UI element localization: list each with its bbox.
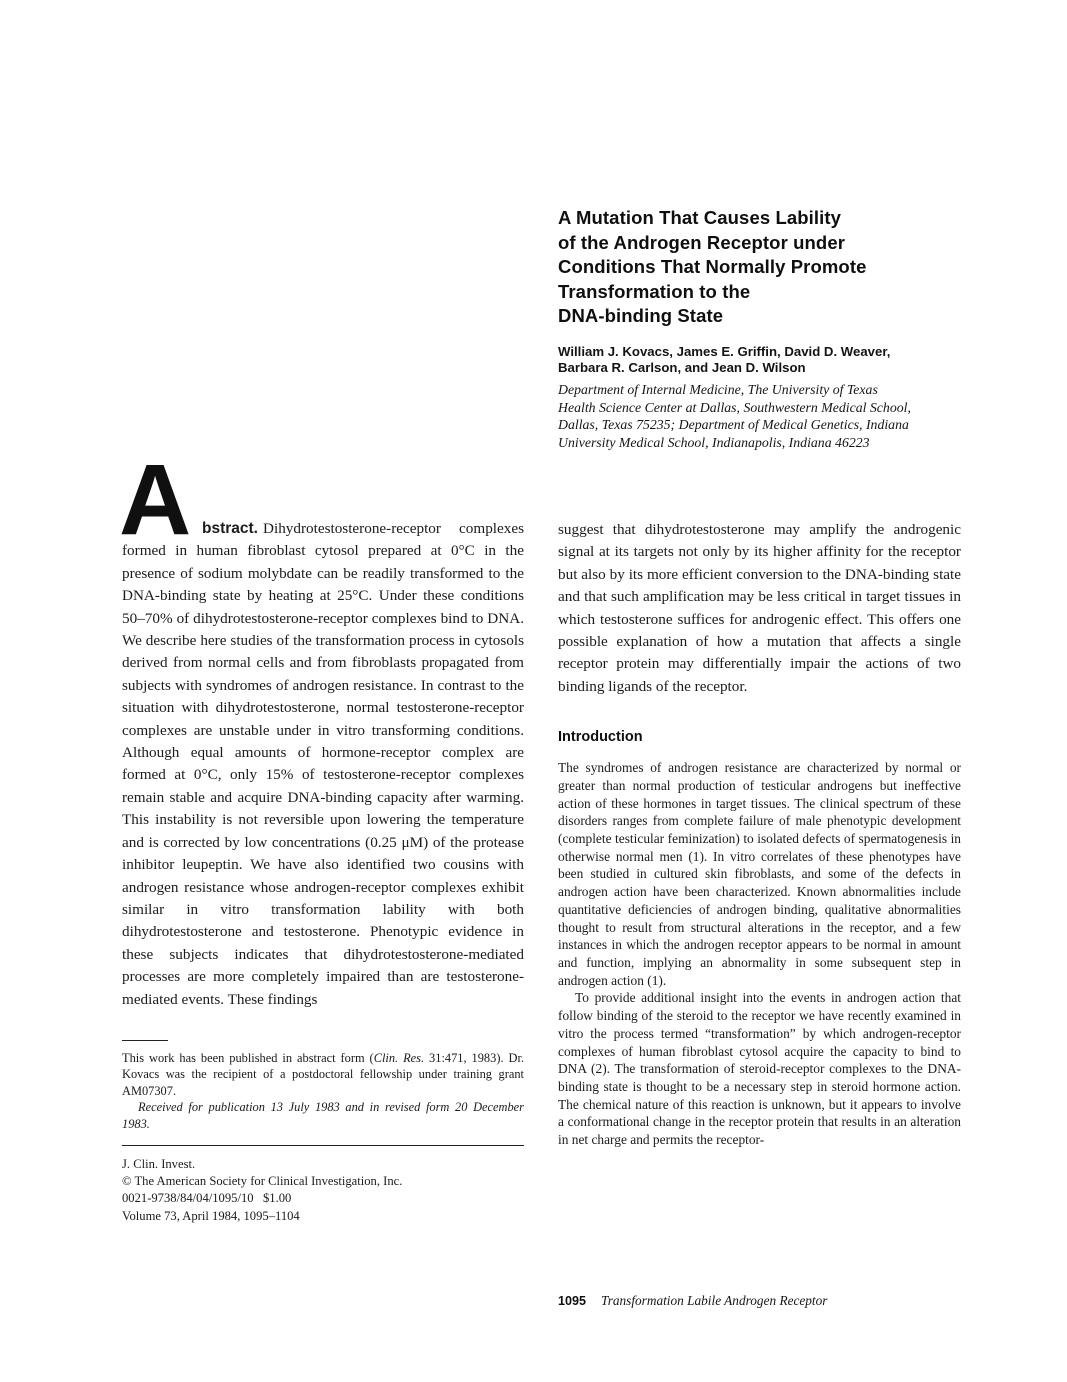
affiliation-line: University Medical School, Indianapolis, Indiana 46223 [558,434,870,450]
introduction-paragraph: To provide additional insight into the events in androgen action that follow binding of the steroid to the receptor we have recently examined in vitro the process termed “transformation” by which androgen-receptor complexes of human fibroblast cytosol acquire the capacity to bind to DNA (2). The transformation of steroid-receptor complexes to the DNA-binding state is thought to be a necessary step in steroid hormone action. The chemical nature of this reaction is unknown, but it appears to involve a conformational change in the receptor protein that results in an alteration in net charge and permits the receptor- [558,990,961,1148]
article-title-line: Transformation to the [558,280,751,302]
authors-line: Barbara R. Carlson, and Jean D. Wilson [558,360,806,376]
affiliation-line: Health Science Center at Dallas, Southwestern Medical School, [558,399,911,415]
journal-name: J. Clin. Invest. [122,1157,196,1172]
authors [558,344,978,378]
affiliation [558,381,978,451]
abstract-body-text: Dihydrotestosterone-receptor complexes formed in human fibroblast cytosol prepared at 0°C in the presence of sodium molybdate can be readily transformed to the DNA-binding state by heating at 25°C. Under these conditions 50–70% of dihydrotestosterone-receptor complexes bind to DNA. We describe here studies of the transformation process in cytosols derived from normal cells and from fibroblasts propagated from subjects with syndromes of androgen resistance. In contrast to the situation with dihydrotestosterone, normal testosterone-receptor complexes are unstable under in vitro transforming conditions. Although equal amounts of hormone-receptor complex are formed at 0°C, only 15% of testosterone-receptor complexes remain stable and acquire DNA-binding capacity after warming. This instability is not reversible upon lowering the temperature and is corrected by low concentrations (0.25 μM) of the protease inhibitor leupeptin. We have also identified two cousins with androgen resistance whose androgen-receptor complexes exhibit similar in vitro transformation lability with both dihydrotestosterone and testosterone. Phenotypic evidence in these subjects indicates that dihydrotestosterone-mediated processes are more completely impaired than are testosterone-mediated events. These findings [122,520,524,1008]
footnote-text [122,1050,524,1099]
journal-credit-block [122,1156,524,1225]
introduction-paragraph: The syndromes of androgen resistance are characterized by normal or greater than normal production of testicular androgens but ineffective action of these hormones in target tissues. The clinical spectrum of these disorders ranges from complete failure of male phenotypic development (complete testicular feminization) to isolated defects of spermatogenesis in otherwise normal men (1). In vitro correlates of these phenotypes have been studied in cultured skin fibroblasts, and some of the defects in androgen action have been characterized. Known abnormalities include quantitative deficiencies of androgen binding, qualitative abnormalities thought to result from structural alterations in the receptor, and a few instances in which the androgen receptor appears to be normal in amount and function, implying an abnormality in some subsequent step in androgen action (1). [558,760,961,988]
journal-divider-rule [122,1145,524,1146]
footnote-part: This work has been published in abstract form ( [122,1051,374,1065]
article-title-line: Conditions That Normally Promote [558,256,867,277]
article-title-line: A Mutation That Causes Lability [558,207,842,228]
issn-price-line: 0021-9738/84/04/1095/10 $1.00 [122,1191,292,1206]
article-title [558,206,978,329]
introduction-heading: Introduction [558,729,643,746]
affiliation-line: Department of Internal Medicine, The University of Texas [558,382,878,398]
copyright-line: © The American Society for Clinical Investigation, Inc. [122,1174,403,1189]
title-block [558,206,978,451]
authors-line: William J. Kovacs, James E. Griffin, David D. Weaver, [558,343,891,359]
volume-line: Volume 73, April 1984, 1095–1104 [122,1208,300,1223]
received-note: Received for publication 13 July 1983 and in revised form 20 December 1983. [122,1100,524,1131]
article-title-line: DNA-binding State [558,305,724,326]
page-footer [558,1292,827,1310]
abstract-section [119,444,524,1011]
footnote-journal-abbrev: Clin. Res. [373,1051,425,1065]
footnote-block [122,1040,524,1225]
page-number: 1095 [558,1294,587,1308]
footnote-separator-rule [122,1040,168,1041]
abstract-dropcap: A [119,444,192,556]
article-title-line: of the Androgen Receptor under [558,231,846,253]
right-column [558,519,961,1149]
abstract-continuation: suggest that dihydrotestosterone may amplify the androgenic signal at its targets not only by its higher affinity for the receptor but also by its more efficient conversion to the DNA-binding state and that such amplification may be less critical in target tissues in which testosterone suffices for androgenic effect. This offers one possible explanation of how a mutation that affects a single receptor protein may differentially impair the actions of two binding ligands of the receptor. [558,521,961,695]
affiliation-line: Dallas, Texas 75235; Department of Medical Genetics, Indiana [558,417,909,433]
running-title: Transformation Labile Androgen Receptor [601,1293,828,1308]
footnote-part: 31:471, 1983). Dr. Kovacs was the recipient of a postdoctoral fellowship under training grant AM07307. [122,1051,524,1098]
abstract-label: bstract. [202,520,258,537]
